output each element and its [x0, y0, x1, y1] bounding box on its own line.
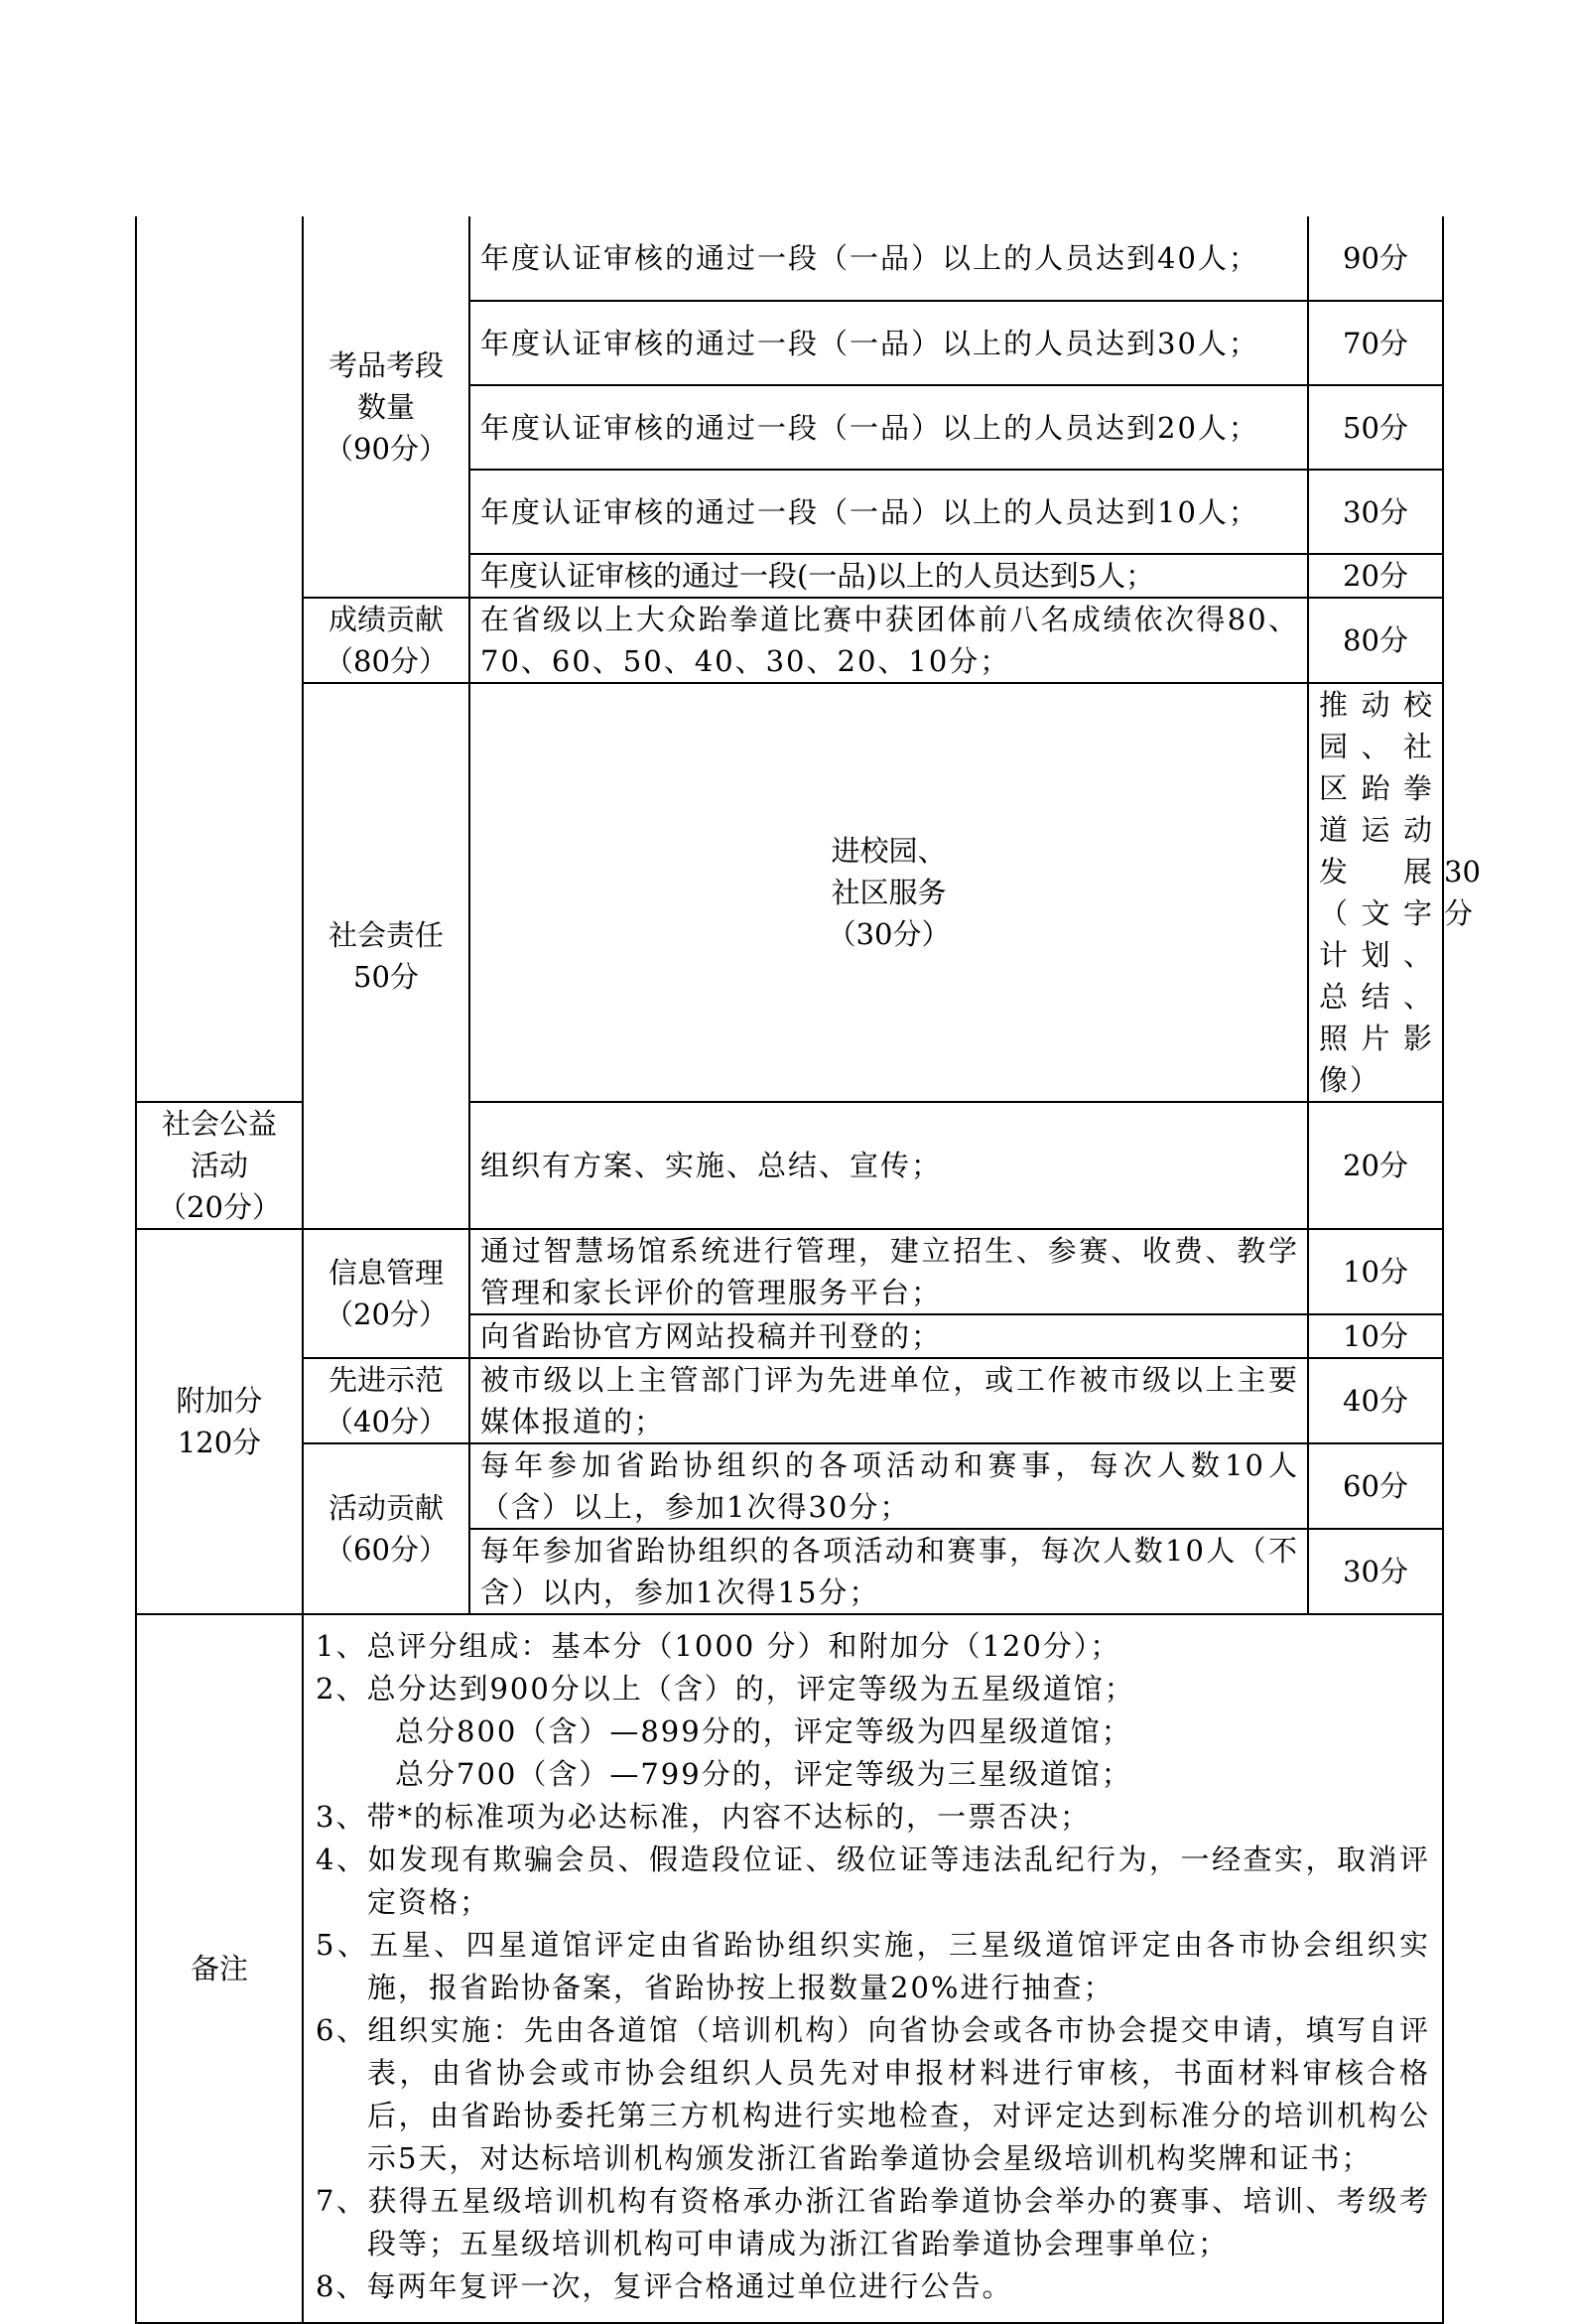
note-item: 总分700（含）—799分的，评定等级为三星级道馆；: [395, 1757, 1132, 1791]
extra-group-cell: 附加分 120分: [136, 1229, 303, 1614]
note-item: 1、总评分组成：基本分（1000 分）和附加分（120分）；: [316, 1629, 1121, 1663]
criterion-text: 年度认证审核的通过一段(一品)以上的人员达到5人；: [469, 554, 1308, 598]
table-row: [136, 1443, 1443, 1529]
criterion-text: 被市级以上主管部门评为先进单位，或工作被市级以上主要媒体报道的；: [469, 1358, 1308, 1443]
criterion-text: 年度认证审核的通过一段（一品）以上的人员达到20人；: [469, 385, 1308, 470]
score-cell: 10分: [1308, 1314, 1443, 1358]
criterion-text: 每年参加省跆协组织的各项活动和赛事，每次人数10人（不含）以内，参加1次得15分；: [469, 1529, 1308, 1614]
score-cell: 90分: [1308, 216, 1443, 301]
note-item: 8、每两年复评一次，复评合格通过单位进行公告。: [316, 2269, 1013, 2303]
social-group-cell: 社会责任 50分: [303, 683, 469, 1229]
criterion-text: 每年参加省跆协组织的各项活动和赛事，每次人数10人（含）以上，参加1次得30分；: [469, 1443, 1308, 1529]
table-row: [136, 598, 1443, 683]
score-cell: 30分: [1308, 470, 1443, 554]
criterion-text: 向省跆协官方网站投稿并刊登的；: [469, 1314, 1308, 1358]
note-item: 3、带*的标准项为必达标准，内容不达标的，一票否决；: [316, 1800, 1091, 1834]
note-item: 7、获得五星级培训机构有资格承办浙江省跆拳道协会举办的赛事、培训、考级考段等；五星级培训机构可申请成为浙江省跆拳道协会理事单位；: [316, 2184, 1430, 2260]
criterion-text: 在省级以上大众跆拳道比赛中获团体前八名成绩依次得80、70、60、50、40、30、20、10分；: [469, 598, 1308, 683]
table-row: [136, 1229, 1443, 1314]
score-cell: 70分: [1308, 301, 1443, 385]
activity-category-cell: 活动贡献 （60分）: [303, 1443, 469, 1614]
campus-category-cell: 进校园、 社区服务 （30分）: [469, 683, 1308, 1102]
table-row: [136, 1614, 1443, 2323]
table-row: [136, 216, 1443, 301]
criterion-text: 年度认证审核的通过一段（一品）以上的人员达到10人；: [469, 470, 1308, 554]
score-cell: 40分: [1308, 1358, 1443, 1443]
table-row: 社会责任 50分 进校园、 社区服务 （30分） 推动校园、社区跆拳道运动发展（文字计划、总结、照片影像） 30分: [136, 683, 1443, 1102]
advanced-category-cell: 先进示范 （40分）: [303, 1358, 469, 1443]
criterion-text: 推动校园、社区跆拳道运动发展（文字计划、总结、照片影像）: [1308, 683, 1443, 1102]
exam-category-cell: 考品考段 数量 （90分）: [303, 216, 469, 598]
note-item: 4、如发现有欺骗会员、假造段位证、级位证等违法乱纪行为，一经查实，取消评定资格；: [316, 1843, 1430, 1919]
score-cell: 80分: [1308, 598, 1443, 683]
welfare-category-cell: 社会公益 活动 （20分）: [136, 1102, 303, 1229]
score-cell: 60分: [1308, 1443, 1443, 1529]
score-cell: 30分: [1308, 1529, 1443, 1614]
criterion-text: 组织有方案、实施、总结、宣传；: [469, 1102, 1308, 1229]
note-item: 6、组织实施：先由各道馆（培训机构）向省协会或各市协会提交申请，填写自评表，由省协会或市协会组织人员先对申报材料进行审核，书面材料审核合格后，由省跆协委托第三方机构进行实地检查，对评定达到标准分的培训机构公示5天，对达标培训机构颁发浙江省跆拳道协会星级培训机构奖牌和证书；: [316, 2013, 1430, 2175]
notes-cell: [303, 1614, 1443, 2323]
notes-label-cell: 备注: [136, 1614, 303, 2323]
criterion-text: 年度认证审核的通过一段（一品）以上的人员达到30人；: [469, 301, 1308, 385]
note-item: 2、总分达到900分以上（含）的，评定等级为五星级道馆；: [316, 1672, 1135, 1706]
score-cell: 50分: [1308, 385, 1443, 470]
score-cell: 20分: [1308, 554, 1443, 598]
note-item: 5、五星、四星道馆评定由省跆协组织实施，三星级道馆评定由各市协会组织实施，报省跆协备案，省跆协按上报数量20%进行抽查；: [316, 1928, 1430, 2004]
evaluation-table: [135, 216, 1481, 2324]
criterion-text: 年度认证审核的通过一段（一品）以上的人员达到40人；: [469, 216, 1308, 301]
score-cell: 10分: [1308, 1229, 1443, 1314]
criterion-text: 通过智慧场馆系统进行管理，建立招生、参赛、收费、教学管理和家长评价的管理服务平台；: [469, 1229, 1308, 1314]
category-basic-cell: [136, 216, 303, 1102]
table-row: [136, 1358, 1443, 1443]
performance-category-cell: 成绩贡献 （80分）: [303, 598, 469, 683]
score-cell: 20分: [1308, 1102, 1443, 1229]
info-category-cell: 信息管理 （20分）: [303, 1229, 469, 1358]
note-item: 总分800（含）—899分的，评定等级为四星级道馆；: [395, 1714, 1132, 1748]
